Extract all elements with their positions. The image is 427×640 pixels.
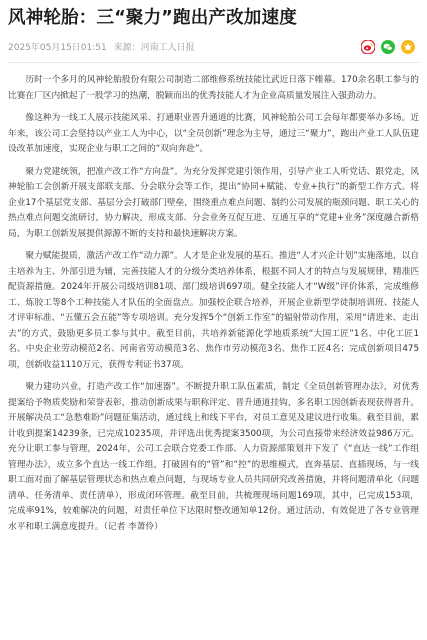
divider xyxy=(8,62,419,63)
paragraph-2: 像这种为一线工人展示技能风采、打通职业晋升通道的比赛，风神轮胎公司工会每年都要举办多场。近年来，该公司工会坚持以产业工人为中心，以“全员创新”理念为主导，通过三“聚力”，跑出产业工人队伍建设改革加速度，实现企业与职工之间的“双向奔赴”。 xyxy=(8,113,419,154)
source-name: 河南工人日报 xyxy=(140,43,195,53)
article-meta xyxy=(8,38,419,58)
weibo-icon[interactable] xyxy=(361,40,375,54)
paragraph-4: 聚力赋能提质，激活产改工作“动力源”。人才是企业发展的基石。推进“人才兴企计划”实施落地，以自主培养为主、外部引进为辅，完善技能人才的分级分类培养体系，根据不同人才的特点与发展规律，精准匹配资源措施。2024年开展公司级培训81项、部门级培训697项。健全技能人才“W级”评价体系，完成维修工、炼胶工等8个工种技能人才队伍的全面盘点。加强校企联合培养，开展企业新型学徒制培训班、技能人才评审标准、“五懂五会五能”等专项培训。充分发挥5个“创新工作室”的辐射带动作用，采用“请进来、走出去”的方式，鼓励更多员工参与其中。截至目前，共培养新能源化学地质系统“大国工匠”1名、中化工匠1名、中央企业劳动模范2名、河南省劳动模范3名、焦作市劳动模范3名、焦作工匠4名；完成创新项目475项，创新收益1110万元，获得专利证书37项。 xyxy=(8,251,419,370)
source-label: 来源： xyxy=(113,43,141,53)
article-title: 风神轮胎：三“聚力”跑出产改加速度 xyxy=(8,8,297,28)
paragraph-1: 历时一个多月的风神轮胎股份有限公司制造二部维修系统技能比武近日落下帷幕。170余名职工参与的比赛在厂区内掀起了一股学习的热潮，脱颖而出的优秀技能人才为企业高质量发展注入强劲动力。 xyxy=(8,75,419,101)
wechat-icon[interactable] xyxy=(381,40,395,54)
publish-date: 2025年05月15日01:51 xyxy=(8,43,107,53)
qq-zone-icon[interactable] xyxy=(401,40,415,54)
paragraph-5: 聚力建功兴业，打造产改工作“加速器”。不断提升职工队伍素质，制定《全员创新管理办法》，对优秀提案给予物质奖励和荣誉表彰，推动创新成果与职称评定、晋升通道挂钩，多名职工因创新表现获得晋升。开展解决员工“急愁难盼”问题征集活动，通过线上和线下平台，对员工意见及建议进行收集。截至目前，累计收到提案14239条，已完成10235项，并评选出优秀提案3500项，为公司直接带来经济效益986万元。充分让职工参与管理，2024年，公司工会联合党委工作部、人力资源部策划并下发了《“直达一线”工作组管理办法》，成立多个直达一线工作组，打破固有的“管”和“控”的思维模式，直奔基层、直插现场，与一线职工面对面了解基层管理状态和热点难点问题，与现场专业人员共同研究改善措施，并将问题清单化（问题清单、任务清单、责任清单），形成闭环管理。截至目前，共梳理现场问题169项，其中，已完成153项，完成率91%，较难解决的问题，对责任单位下达限时整改通知单12份。通过活动，有效促进了各专业管理水平和职工满意度提升。（记者 李萧伶） xyxy=(8,382,419,532)
share-bar xyxy=(361,40,415,54)
article-body xyxy=(8,73,419,535)
paragraph-3: 聚力党建统领，把准产改工作“方向盘”。为充分发挥党建引领作用，引导产业工人听党话、跟党走，风神轮胎工会创新开展支部联支部、分会联分会等工作，提出“协同+赋能、专业+执行”的新型工作方式。将企业17个基层党支部、基层分会打破部门壁垒，围绕重点难点问题、制约公司发展的瓶颈问题、职工关心的热点难点问题交流研讨，协力解决，形成支部、分会业务互促互进、互通互享的“党建+业务”深度融合新格局，为职工创新发展提供源源不断的支持和最快速解决方案。 xyxy=(8,166,419,239)
